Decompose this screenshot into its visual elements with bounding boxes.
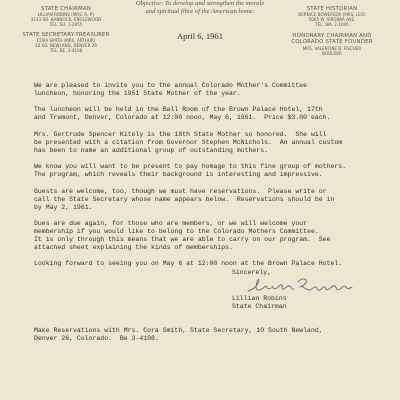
objective-label: Objective: — [135, 0, 164, 7]
state-historian-block — [284, 6, 380, 27]
state-chairman-line: 3143 SO. BANNOCK, ENGLEWOOD — [30, 17, 102, 23]
honorary-chairman-line: BOULDER — [322, 50, 342, 56]
state-secretary-block — [18, 32, 114, 53]
letter-footer — [34, 327, 384, 343]
reservation-line-1: Make Reservations with Mrs. Cora Smith, State Secretary, 10 South Newland, — [34, 327, 323, 334]
state-historian-title: STATE HISTORIAN — [306, 6, 358, 12]
honorary-chairman-line: MRS. VALENTINE B. FISCHER — [302, 45, 362, 51]
state-secretary-line: CORA SMITH (MRS. ARTHUR) — [36, 38, 96, 44]
body-paragraph: We are pleased to invite you to the annual Colorado Mother's Committee luncheon, honoring the 1951 State Mother of the year. — [34, 82, 308, 97]
letter-date: April 6, 1961 — [176, 31, 224, 41]
body-paragraph: We know you will want to be present to pay homage to this fine group of mothers. The program, which reveals their background is interesting and impressive. — [34, 163, 347, 179]
body-paragraph: Dues are due again, for those who are members, or we will welcome your membership if you would like to belong to the Colorado Mothers Committee. It is only through this means that we are able to carry on our program. See attached sheet explaining the kinds of memberships. — [34, 219, 331, 251]
handwritten-signature — [246, 275, 376, 295]
honorary-chairman-title-1: HONORARY CHAIRMAN AND — [292, 33, 372, 39]
state-chairman-block — [18, 6, 114, 27]
state-historian-line: TEL. WA. 2-1045 — [315, 22, 349, 28]
state-chairman-line: LILLIAN ROBINS (MRS. R. P.) — [37, 12, 95, 18]
body-paragraph: The luncheon will be held in the Ball Room of the Brown Palace Hotel, 17th and Tremont, Denver, Colorado at 12:00 noon, May 6, 1961. Price $3.00 each. — [34, 106, 331, 122]
signer-name: Lillian Robins — [232, 295, 287, 302]
objective-line-2: and spiritual fibre of the American home. — [145, 7, 255, 15]
body-paragraph: Mrs. Gertrude Spencer Kitely is the 18th State Mother so honored. She will be presented with a citation from Governor Stephen McNichols. An annual custom has been to name an additional group of outstanding mothers. — [34, 130, 343, 154]
state-secretary-line: TEL. BE. 3-4108 — [49, 48, 83, 54]
body-paragraph: Looking forward to seeing you on May 6 at 12:00 noon at the Brown Palace Hotel. — [34, 260, 343, 268]
valediction: Sincerely, — [232, 269, 272, 276]
reservation-line-2: Denver 26, Colorado. Be 3-4108. — [34, 335, 159, 342]
state-secretary-line: 10 SO. NEWLAND, DENVER 26 — [35, 43, 97, 49]
honorary-chairman-block — [284, 33, 380, 56]
state-historian-line: 5065 W. VIRGINIA AVE. — [308, 17, 356, 23]
signer-title: State Chairman — [232, 303, 287, 310]
state-historian-line: BERNICE BOWERSOX (MRS. LEO) — [298, 12, 366, 18]
state-chairman-title: STATE CHAIRMAN — [41, 6, 91, 12]
body-paragraph: Guests are welcome, too, though we must have reservations. Please write or call the State Secretary whose name appears below. Reservations should be in by May 2, 1961. — [34, 187, 335, 211]
letter-body — [34, 82, 384, 277]
state-chairman-line: TEL. SU. 1-2955 — [49, 22, 83, 28]
objective-line-1: To develop and strengthen the morale — [164, 0, 265, 7]
state-secretary-title: STATE SECRETARY-TREASURER — [22, 32, 110, 38]
honorary-chairman-title-2: COLORADO STATE FOUNDER — [291, 39, 373, 46]
